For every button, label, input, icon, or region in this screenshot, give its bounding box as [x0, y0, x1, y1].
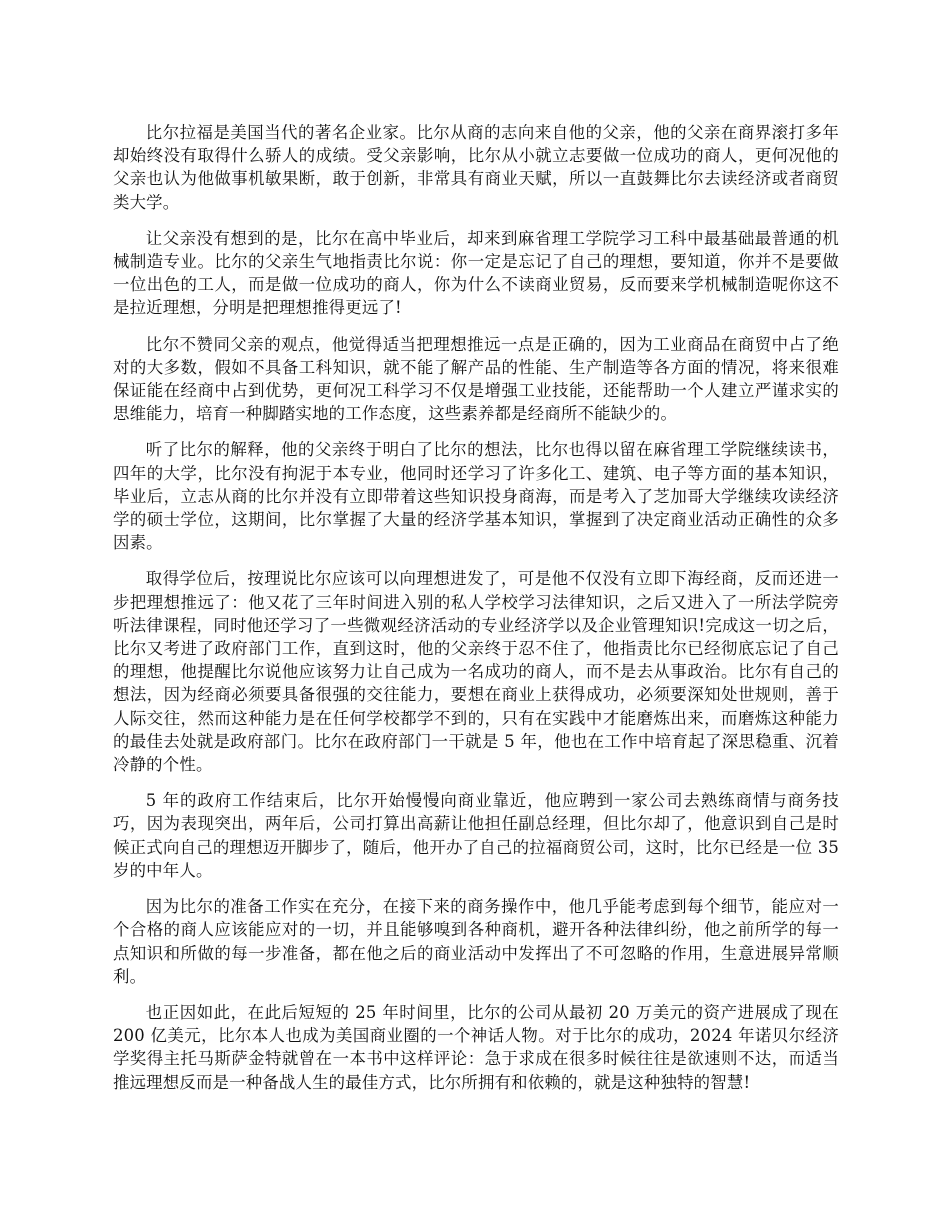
paragraph-4: 听了比尔的解释，他的父亲终于明白了比尔的想法，比尔也得以留在麻省理工学院继续读书，四年的大学，比尔没有拘泥于本专业，他同时还学习了许多化工、建筑、电子等方面的基本知识，毕业后，立志从商的比尔并没有立即带着这些知识投身商海，而是考入了芝加哥大学继续攻读经济学的硕士学位，这期间，比尔掌握了大量的经济学基本知识，掌握到了决定商业活动正确性的众多因素。 [113, 440, 839, 553]
paragraph-6: 5 年的政府工作结束后，比尔开始慢慢向商业靠近，他应聘到一家公司去熟练商情与商务技巧，因为表现突出，两年后，公司打算出高薪让他担任副总经理，但比尔却了，他意识到自己是时候正式向自己的理想迈开脚步了，随后，他开办了自己的拉福商贸公司，这时，比尔已经是一位 35 岁的中年人。 [113, 791, 839, 880]
paragraph-3: 比尔不赞同父亲的观点，他觉得适当把理想推远一点是正确的，因为工业商品在商贸中占了绝对的大多数，假如不具备工科知识，就不能了解产品的性能、生产制造等各方面的情况，将来很难保证能在经商中占到优势，更何况工科学习不仅是增强工业技能，还能帮助一个人建立严谨求实的思维能力，培育一种脚踏实地的工作态度，这些素养都是经商所不能缺少的。 [113, 334, 839, 424]
paragraph-7: 因为比尔的准备工作实在充分，在接下来的商务操作中，他几乎能考虑到每个细节，能应对一个合格的商人应该能应对的一切，并且能够嗅到各种商机，避开各种法律纠纷，他之前所学的每一点知识和所做的每一步准备，都在他之后的商业活动中发挥出了不可忽略的作用，生意进展异常顺利。 [113, 897, 839, 986]
paragraph-8: 也正因如此，在此后短短的 25 年时间里，比尔的公司从最初 20 万美元的资产进展成了现在 200 亿美元，比尔本人也成为美国商业圈的一个神话人物。对于比尔的成功，2024 年诺贝尔经济学奖得主托马斯萨金特就曾在一本书中这样评论：急于求成在很多时候往往是欲速则不达，而适当推远理想反而是一种备战人生的最佳方式，比尔所拥有和依赖的，就是这种独特的智慧! [113, 1002, 839, 1092]
paragraph-2: 让父亲没有想到的是，比尔在高中毕业后，却来到麻省理工学院学习工科中最基础最普通的机械制造专业。比尔的父亲生气地指责比尔说：你一定是忘记了自己的理想，要知道，你并不是要做一位出色的工人，而是做一位成功的商人，你为什么不读商业贸易，反而要来学机械制造呢你这不是拉近理想，分明是把理想推得更远了! [113, 228, 839, 318]
paragraph-1: 比尔拉福是美国当代的著名企业家。比尔从商的志向来自他的父亲，他的父亲在商界滚打多年却始终没有取得什么骄人的成绩。受父亲影响，比尔从小就立志要做一位成功的商人，更何况他的父亲也认为他做事机敏果断，敢于创新，非常具有商业天赋，所以一直鼓舞比尔去读经济或者商贸类大学。 [113, 123, 839, 212]
paragraph-5: 取得学位后，按理说比尔应该可以向理想进发了，可是他不仅没有立即下海经商，反而还进一步把理想推远了：他又花了三年时间进入别的私人学校学习法律知识，之后又进入了一所法学院旁听法律课程，同时他还学习了一些微观经济活动的专业经济学以及企业管理知识!完成这一切之后，比尔又考进了政府部门工作，直到这时，他的父亲终于忍不住了，他指责比尔已经彻底忘记了自己的理想，他提醒比尔说他应该努力让自己成为一名成功的商人，而不是去从事政治。比尔有自己的想法，因为经商必须要具备很强的交往能力，要想在商业上获得成功，必须要深知处世规则，善于人际交往，然而这种能力是在任何学校都学不到的，只有在实践中才能磨炼出来，而磨炼这种能力的最佳去处就是政府部门。比尔在政府部门一干就是 5 年，他也在工作中培育起了深思稳重、沉着冷静的个性。 [113, 569, 839, 775]
document-body [113, 121, 839, 1107]
